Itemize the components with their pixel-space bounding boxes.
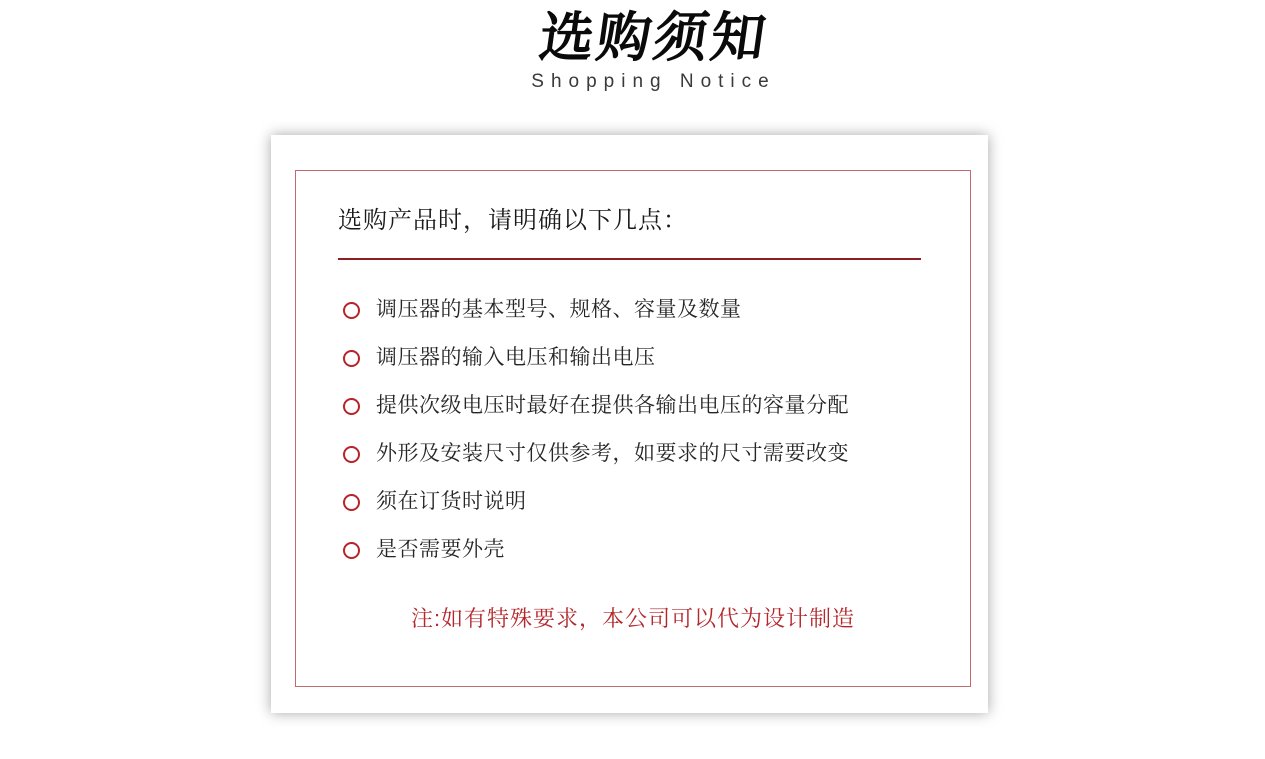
circle-bullet-icon: [343, 302, 360, 319]
notice-heading: 选购产品时，请明确以下几点：: [338, 207, 688, 234]
list-item: [343, 334, 970, 382]
special-note: 注:如有特殊要求，本公司可以代为设计制造: [410, 606, 856, 631]
circle-bullet-icon: [343, 542, 360, 559]
list-item: [343, 382, 970, 430]
circle-bullet-icon: [343, 494, 360, 511]
notice-list: [296, 286, 970, 574]
notice-card: [271, 135, 988, 713]
section-subtitle: Shopping Notice: [531, 71, 776, 92]
section-title: 选购须知: [535, 8, 772, 68]
list-item: [343, 430, 970, 478]
notice-border-box: [295, 170, 971, 687]
circle-bullet-icon: [343, 446, 360, 463]
list-item-text: 外形及安装尺寸仅供参考，如要求的尺寸需要改变: [376, 442, 849, 465]
list-item-text: 调压器的输入电压和输出电压: [376, 346, 656, 369]
circle-bullet-icon: [343, 398, 360, 415]
circle-bullet-icon: [343, 350, 360, 367]
list-item-text: 调压器的基本型号、规格、容量及数量: [376, 298, 742, 321]
list-item: [343, 526, 970, 574]
list-item-text: 须在订货时说明: [376, 490, 527, 513]
list-item-text: 是否需要外壳: [376, 538, 505, 561]
section-header: [21, 8, 1265, 93]
list-item: [343, 478, 970, 526]
list-item: [343, 286, 970, 334]
list-item-text: 提供次级电压时最好在提供各输出电压的容量分配: [376, 394, 849, 417]
heading-underline: [338, 258, 921, 260]
